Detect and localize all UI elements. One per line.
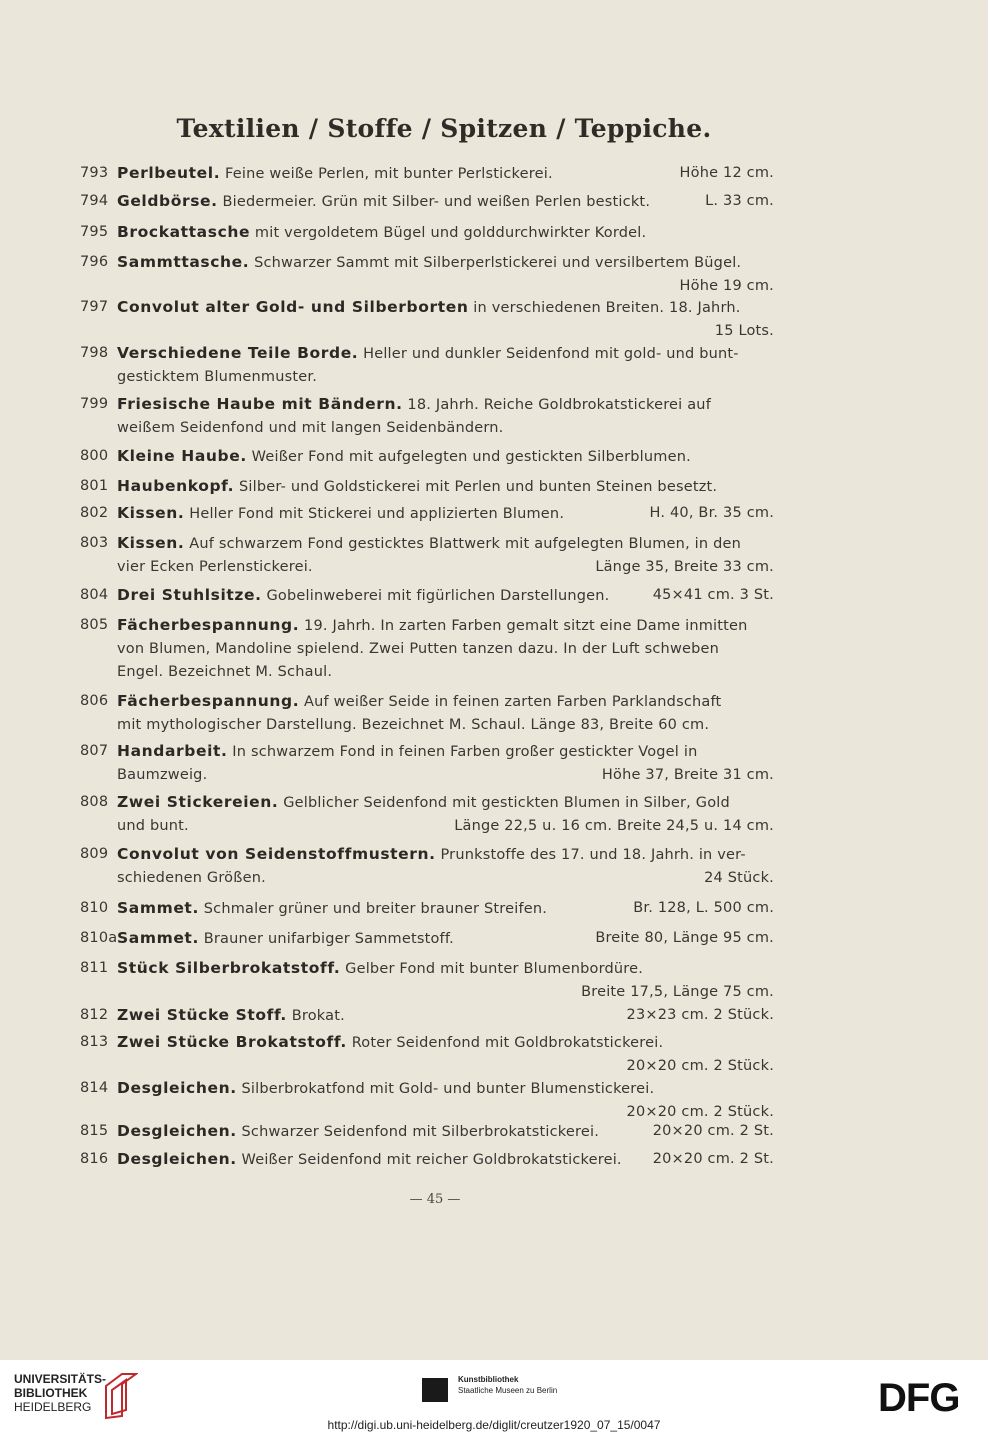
lot-number: 814 xyxy=(80,1080,109,1096)
ub-line-2: BIBLIOTHEK xyxy=(14,1386,88,1400)
page-heading: Textilien / Stoffe / Spitzen / Teppiche. xyxy=(176,114,712,143)
lot-description: Auf schwarzem Fond gesticktes Blattwerk mit aufgelegten Blumen, in den xyxy=(189,536,742,552)
catalog-entry xyxy=(80,342,794,389)
entry-line xyxy=(80,957,794,981)
catalog-entry xyxy=(80,957,794,1004)
kb-line-1: Kunstbibliothek xyxy=(458,1375,519,1384)
lot-dimensions: Breite 17,5, Länge 75 cm. xyxy=(581,983,774,1000)
lot-description: Gobelinweberei mit figürlichen Darstellungen. xyxy=(266,588,610,604)
lot-title: Zwei Stücke Stoff. xyxy=(117,1006,287,1024)
entry-body xyxy=(117,843,746,868)
lot-number: 806 xyxy=(80,693,109,709)
ub-line-3: HEIDELBERG xyxy=(14,1400,92,1414)
dfg-logo[interactable]: DFG xyxy=(878,1376,960,1420)
entry-line xyxy=(80,614,794,638)
lot-number: 816 xyxy=(80,1151,109,1167)
catalog-entry xyxy=(80,690,794,737)
lot-dimensions: 15 Lots. xyxy=(714,322,774,339)
entry-line xyxy=(80,320,794,344)
entry-line xyxy=(80,740,794,764)
lot-title: Desgleichen. xyxy=(117,1079,237,1097)
catalog-entry xyxy=(80,221,794,245)
entry-body xyxy=(117,296,741,321)
lot-description: in verschiedenen Breiten. 18. Jahrh. xyxy=(473,300,741,316)
entry-line xyxy=(80,445,794,469)
lot-dimensions: 24 Stück. xyxy=(704,869,774,886)
footer-bar xyxy=(0,1360,988,1435)
catalog-entry xyxy=(80,532,794,579)
lot-title: Perlbeutel. xyxy=(117,164,221,182)
catalog-entry xyxy=(80,927,794,951)
entry-body xyxy=(117,614,748,639)
catalog-entry xyxy=(80,1077,794,1124)
lot-dimensions: Höhe 37, Breite 31 cm. xyxy=(601,766,774,783)
lot-number: 812 xyxy=(80,1007,109,1023)
lot-number: 807 xyxy=(80,743,109,759)
lot-description-cont: schiedenen Größen. xyxy=(117,869,266,886)
lot-title: Kissen. xyxy=(117,504,185,522)
lot-description: Brauner unifarbiger Sammetstoff. xyxy=(203,931,454,947)
entry-body xyxy=(117,690,721,715)
catalog-entry xyxy=(80,614,794,685)
entry-body xyxy=(117,190,650,215)
entry-line xyxy=(80,393,794,417)
entry-body xyxy=(117,1004,345,1029)
lot-description-cont: vier Ecken Perlenstickerei. xyxy=(117,558,313,575)
lot-description-cont: gesticktem Blumenmuster. xyxy=(117,368,318,385)
entry-line xyxy=(80,815,794,839)
lot-number: 799 xyxy=(80,396,109,412)
lot-title: Stück Silberbrokatstoff. xyxy=(117,959,341,977)
entry-line xyxy=(80,532,794,556)
lot-description: Heller und dunkler Seidenfond mit gold- und bunt- xyxy=(363,346,739,362)
lot-description: mit vergoldetem Bügel und golddurchwirkter Kordel. xyxy=(254,225,647,241)
lot-dimensions: Länge 35, Breite 33 cm. xyxy=(595,558,774,575)
entry-line xyxy=(80,1148,794,1172)
lot-description-cont: weißem Seidenfond und mit langen Seidenbändern. xyxy=(117,419,504,436)
entry-line xyxy=(80,867,794,891)
entry-line xyxy=(80,661,794,685)
entry-line xyxy=(80,791,794,815)
entry-line xyxy=(80,638,794,662)
lot-title: Brockattasche xyxy=(117,223,251,241)
entry-line xyxy=(80,1004,794,1028)
kunstbibliothek-logo-icon xyxy=(422,1378,448,1402)
catalog-entry xyxy=(80,162,794,186)
entry-line xyxy=(80,502,794,526)
lot-dimensions: Breite 80, Länge 95 cm. xyxy=(595,930,774,946)
entry-body xyxy=(117,740,697,765)
entry-line xyxy=(80,162,794,186)
catalog-entry xyxy=(80,296,794,343)
lot-number: 804 xyxy=(80,587,109,603)
catalog-entry xyxy=(80,1148,794,1172)
lot-title: Zwei Stickereien. xyxy=(117,793,279,811)
lot-description: Biedermeier. Grün mit Silber- und weißen Perlen bestickt. xyxy=(222,194,651,210)
lot-title: Verschiedene Teile Borde. xyxy=(117,344,359,362)
entry-body xyxy=(117,791,730,816)
kunstbibliothek-label[interactable] xyxy=(458,1374,557,1396)
lot-dimensions: 20×20 cm. 2 Stück. xyxy=(626,1103,774,1120)
catalog-entry xyxy=(80,1120,794,1144)
page-number: — 45 — xyxy=(409,1192,461,1207)
entry-body xyxy=(117,1031,663,1056)
lot-title: Sammet. xyxy=(117,899,199,917)
lot-description: Schmaler grüner und breiter brauner Streifen. xyxy=(203,901,548,917)
entry-body xyxy=(117,251,741,276)
lot-number: 811 xyxy=(80,960,109,976)
entry-body xyxy=(117,1120,599,1145)
lot-number: 813 xyxy=(80,1034,109,1050)
lot-number: 800 xyxy=(80,448,109,464)
lot-title: Fächerbespannung. xyxy=(117,616,300,634)
catalog-entry xyxy=(80,843,794,890)
lot-number: 795 xyxy=(80,224,109,240)
catalog-entry xyxy=(80,1004,794,1028)
lot-dimensions: 20×20 cm. 2 Stück. xyxy=(626,1057,774,1074)
lot-description: Heller Fond mit Stickerei und applizierten Blumen. xyxy=(189,506,565,522)
lot-dimensions: Höhe 12 cm. xyxy=(679,165,774,181)
entry-line xyxy=(80,1055,794,1079)
entry-line xyxy=(80,275,794,299)
lot-number: 810a xyxy=(80,930,118,946)
entry-line xyxy=(80,690,794,714)
lot-number: 803 xyxy=(80,535,109,551)
entry-body xyxy=(117,927,454,952)
entry-line xyxy=(80,897,794,921)
lot-number: 802 xyxy=(80,505,109,521)
lot-description: 18. Jahrh. Reiche Goldbrokatstickerei auf xyxy=(407,397,712,413)
lot-title: Drei Stuhlsitze. xyxy=(117,586,262,604)
lot-number: 808 xyxy=(80,794,109,810)
lot-number: 794 xyxy=(80,193,109,209)
catalog-entry xyxy=(80,393,794,440)
lot-number: 809 xyxy=(80,846,109,862)
entry-body xyxy=(117,162,553,187)
lot-description: Prunkstoffe des 17. und 18. Jahrh. in ver- xyxy=(440,847,746,863)
lot-number: 815 xyxy=(80,1123,109,1139)
lot-dimensions: 45×41 cm. 3 St. xyxy=(652,587,774,603)
lot-dimensions: L. 33 cm. xyxy=(705,193,774,209)
ub-logo-icon xyxy=(102,1370,138,1422)
entry-body xyxy=(117,221,646,246)
catalog-entry xyxy=(80,190,794,214)
lot-description-cont: von Blumen, Mandoline spielend. Zwei Putten tanzen dazu. In der Luft schweben xyxy=(117,640,720,657)
entry-line xyxy=(80,556,794,580)
entry-line xyxy=(80,366,794,390)
catalog-entry xyxy=(80,502,794,526)
lot-title: Kissen. xyxy=(117,534,185,552)
catalog-entry xyxy=(80,740,794,787)
lot-dimensions: Länge 22,5 u. 16 cm. Breite 24,5 u. 14 cm. xyxy=(454,817,774,834)
lot-title: Desgleichen. xyxy=(117,1150,237,1168)
lot-dimensions: 20×20 cm. 2 St. xyxy=(652,1151,774,1167)
lot-dimensions: 23×23 cm. 2 Stück. xyxy=(626,1007,774,1023)
entry-body xyxy=(117,584,609,609)
entry-line xyxy=(80,251,794,275)
lot-title: Sammet. xyxy=(117,929,199,947)
lot-title: Convolut von Seidenstoffmustern. xyxy=(117,845,436,863)
entry-line xyxy=(80,1120,794,1144)
entry-line xyxy=(80,221,794,245)
lot-description: Auf weißer Seide in feinen zarten Farben Parklandschaft xyxy=(304,694,722,710)
catalog-entry xyxy=(80,791,794,838)
entry-line xyxy=(80,475,794,499)
lot-title: Kleine Haube. xyxy=(117,447,247,465)
lot-number: 793 xyxy=(80,165,109,181)
entry-line xyxy=(80,417,794,441)
lot-title: Desgleichen. xyxy=(117,1122,237,1140)
entry-line xyxy=(80,714,794,738)
entry-body xyxy=(117,1077,654,1102)
lot-number: 798 xyxy=(80,345,109,361)
lot-description: Gelber Fond mit bunter Blumenbordüre. xyxy=(345,961,644,977)
lot-description: In schwarzem Fond in feinen Farben großer gestickter Vogel in xyxy=(232,744,698,760)
lot-description: Brokat. xyxy=(291,1008,345,1024)
lot-title: Handarbeit. xyxy=(117,742,228,760)
lot-number: 805 xyxy=(80,617,109,633)
lot-number: 796 xyxy=(80,254,109,270)
entry-line xyxy=(80,584,794,608)
lot-title: Sammttasche. xyxy=(117,253,250,271)
lot-number: 801 xyxy=(80,478,109,494)
catalog-entry xyxy=(80,475,794,499)
entry-body xyxy=(117,393,711,418)
lot-description: Roter Seidenfond mit Goldbrokatstickerei. xyxy=(351,1035,664,1051)
lot-description: Weißer Fond mit aufgelegten und gestickten Silberblumen. xyxy=(251,449,691,465)
lot-description: Schwarzer Seidenfond mit Silberbrokatstickerei. xyxy=(241,1124,600,1140)
entry-line xyxy=(80,190,794,214)
lot-description-cont: Engel. Bezeichnet M. Schaul. xyxy=(117,664,333,680)
lot-description: Feine weiße Perlen, mit bunter Perlstickerei. xyxy=(225,166,553,182)
lot-dimensions: H. 40, Br. 35 cm. xyxy=(649,505,774,521)
lot-description: Schwarzer Sammt mit Silberperlstickerei und versilbertem Bügel. xyxy=(254,255,742,271)
lot-description-cont: mit mythologischer Darstellung. Bezeichnet M. Schaul. Länge 83, Breite 60 cm. xyxy=(117,716,710,733)
lot-title: Zwei Stücke Brokatstoff. xyxy=(117,1033,347,1051)
entry-body xyxy=(117,342,739,367)
entry-line xyxy=(80,1031,794,1055)
entry-body xyxy=(117,1148,622,1173)
entry-body xyxy=(117,957,643,982)
lot-title: Convolut alter Gold- und Silberborten xyxy=(117,298,469,316)
lot-title: Geldbörse. xyxy=(117,192,218,210)
lot-dimensions: Höhe 19 cm. xyxy=(679,277,774,294)
lot-description: Gelblicher Seidenfond mit gestickten Blumen in Silber, Gold xyxy=(283,795,730,811)
lot-dimensions: 20×20 cm. 2 St. xyxy=(652,1123,774,1139)
entry-line xyxy=(80,981,794,1005)
entry-line xyxy=(80,843,794,867)
catalog-entry xyxy=(80,251,794,298)
lot-title: Friesische Haube mit Bändern. xyxy=(117,395,403,413)
lot-number: 797 xyxy=(80,299,109,315)
entry-body xyxy=(117,502,564,527)
entry-line xyxy=(80,764,794,788)
ub-line-1: UNIVERSITÄTS- xyxy=(14,1372,107,1386)
catalog-entry xyxy=(80,445,794,469)
entry-body xyxy=(117,445,691,470)
lot-description: Silberbrokatfond mit Gold- und bunter Blumenstickerei. xyxy=(241,1081,655,1097)
ub-heidelberg-logo[interactable] xyxy=(14,1372,106,1414)
catalog-entry xyxy=(80,584,794,608)
permalink-url[interactable]: http://digi.ub.uni-heidelberg.de/diglit/creutzer1920_07_15/0047 xyxy=(327,1418,661,1432)
entry-line xyxy=(80,927,794,951)
catalog-entry xyxy=(80,1031,794,1078)
lot-description: Weißer Seidenfond mit reicher Goldbrokatstickerei. xyxy=(241,1152,622,1168)
entry-line xyxy=(80,296,794,320)
lot-dimensions: Br. 128, L. 500 cm. xyxy=(633,900,774,916)
entry-body xyxy=(117,897,547,922)
entry-line xyxy=(80,342,794,366)
lot-title: Haubenkopf. xyxy=(117,477,235,495)
lot-description: 19. Jahrh. In zarten Farben gemalt sitzt eine Dame inmitten xyxy=(304,618,748,634)
kb-line-2: Staatliche Museen zu Berlin xyxy=(458,1386,558,1395)
lot-description: Silber- und Goldstickerei mit Perlen und bunten Steinen besetzt. xyxy=(238,479,718,495)
entry-body xyxy=(117,475,717,500)
entry-body xyxy=(117,532,741,557)
lot-description-cont: und bunt. xyxy=(117,817,189,834)
entry-line xyxy=(80,1077,794,1101)
lot-title: Fächerbespannung. xyxy=(117,692,300,710)
catalog-entry xyxy=(80,897,794,921)
lot-number: 810 xyxy=(80,900,109,916)
lot-description-cont: Baumzweig. xyxy=(117,766,208,783)
